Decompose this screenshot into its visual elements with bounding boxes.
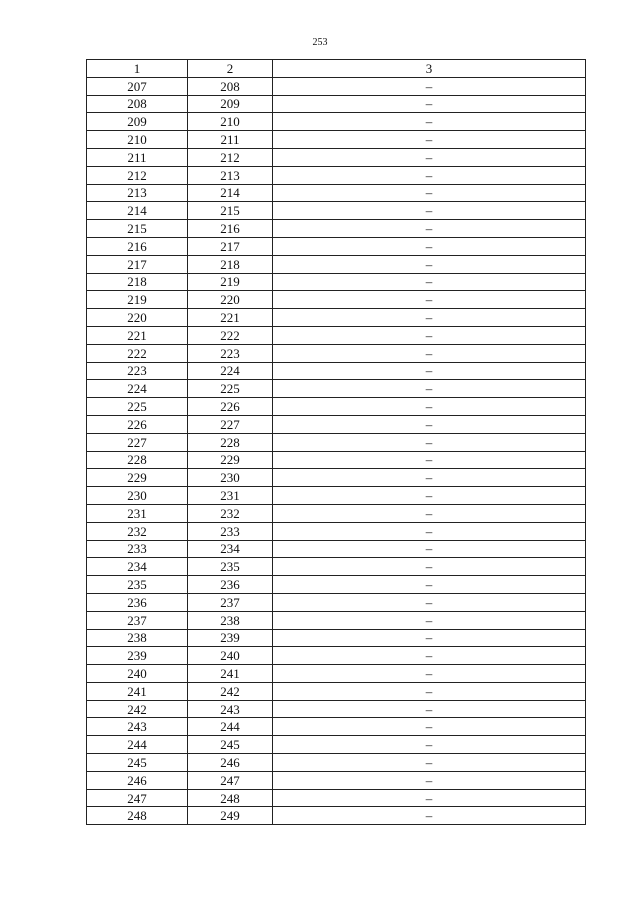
data-table bbox=[86, 59, 586, 825]
table-cell-col-1: 246 bbox=[87, 771, 188, 789]
table-cell-col-3: – bbox=[273, 700, 586, 718]
table-row bbox=[87, 113, 586, 131]
column-header-1: 1 bbox=[87, 60, 188, 78]
table-row bbox=[87, 771, 586, 789]
table-row bbox=[87, 700, 586, 718]
table-row bbox=[87, 220, 586, 238]
table-cell-col-3: – bbox=[273, 469, 586, 487]
table-cell-col-1: 209 bbox=[87, 113, 188, 131]
table-cell-col-2: 224 bbox=[188, 362, 273, 380]
table-cell-col-2: 233 bbox=[188, 522, 273, 540]
table-cell-col-2: 236 bbox=[188, 576, 273, 594]
table-cell-col-2: 248 bbox=[188, 789, 273, 807]
table-cell-col-1: 235 bbox=[87, 576, 188, 594]
table-cell-col-3: – bbox=[273, 184, 586, 202]
table-cell-col-3: – bbox=[273, 77, 586, 95]
table-cell-col-2: 215 bbox=[188, 202, 273, 220]
table-row bbox=[87, 487, 586, 505]
table-cell-col-2: 221 bbox=[188, 309, 273, 327]
table-row bbox=[87, 807, 586, 825]
table-cell-col-3: – bbox=[273, 611, 586, 629]
table-cell-col-1: 228 bbox=[87, 451, 188, 469]
table-cell-col-1: 241 bbox=[87, 682, 188, 700]
table-cell-col-2: 208 bbox=[188, 77, 273, 95]
table-cell-col-1: 227 bbox=[87, 433, 188, 451]
table-cell-col-2: 240 bbox=[188, 647, 273, 665]
table-cell-col-3: – bbox=[273, 237, 586, 255]
table-cell-col-1: 226 bbox=[87, 415, 188, 433]
table-cell-col-1: 245 bbox=[87, 754, 188, 772]
table-cell-col-2: 212 bbox=[188, 148, 273, 166]
table-cell-col-3: – bbox=[273, 754, 586, 772]
table-row bbox=[87, 451, 586, 469]
table-cell-col-1: 244 bbox=[87, 736, 188, 754]
table-cell-col-2: 210 bbox=[188, 113, 273, 131]
table-cell-col-3: – bbox=[273, 220, 586, 238]
table-cell-col-3: – bbox=[273, 558, 586, 576]
table-row bbox=[87, 131, 586, 149]
table-cell-col-1: 218 bbox=[87, 273, 188, 291]
table-cell-col-3: – bbox=[273, 522, 586, 540]
table-cell-col-3: – bbox=[273, 326, 586, 344]
table-row bbox=[87, 754, 586, 772]
table-row bbox=[87, 558, 586, 576]
table-row bbox=[87, 255, 586, 273]
table-cell-col-2: 220 bbox=[188, 291, 273, 309]
table-cell-col-1: 239 bbox=[87, 647, 188, 665]
table-cell-col-3: – bbox=[273, 291, 586, 309]
table-cell-col-2: 214 bbox=[188, 184, 273, 202]
table-cell-col-3: – bbox=[273, 789, 586, 807]
table-cell-col-1: 216 bbox=[87, 237, 188, 255]
table-cell-col-2: 237 bbox=[188, 593, 273, 611]
table-cell-col-1: 207 bbox=[87, 77, 188, 95]
table-cell-col-2: 229 bbox=[188, 451, 273, 469]
table-row bbox=[87, 576, 586, 594]
table-cell-col-2: 246 bbox=[188, 754, 273, 772]
table-cell-col-3: – bbox=[273, 362, 586, 380]
table-cell-col-2: 225 bbox=[188, 380, 273, 398]
table-row bbox=[87, 629, 586, 647]
table-row bbox=[87, 593, 586, 611]
table-cell-col-1: 214 bbox=[87, 202, 188, 220]
table-row bbox=[87, 344, 586, 362]
table-cell-col-2: 244 bbox=[188, 718, 273, 736]
table-cell-col-2: 226 bbox=[188, 398, 273, 416]
table-cell-col-2: 213 bbox=[188, 166, 273, 184]
table-cell-col-1: 219 bbox=[87, 291, 188, 309]
table-cell-col-3: – bbox=[273, 113, 586, 131]
table-cell-col-3: – bbox=[273, 718, 586, 736]
table-cell-col-3: – bbox=[273, 380, 586, 398]
table-cell-col-3: – bbox=[273, 504, 586, 522]
table-cell-col-1: 212 bbox=[87, 166, 188, 184]
table-cell-col-1: 248 bbox=[87, 807, 188, 825]
table-cell-col-3: – bbox=[273, 487, 586, 505]
table-cell-col-1: 236 bbox=[87, 593, 188, 611]
table-cell-col-3: – bbox=[273, 771, 586, 789]
table-cell-col-3: – bbox=[273, 344, 586, 362]
table-cell-col-1: 213 bbox=[87, 184, 188, 202]
table-cell-col-2: 227 bbox=[188, 415, 273, 433]
table-row bbox=[87, 433, 586, 451]
table-cell-col-1: 242 bbox=[87, 700, 188, 718]
table-row bbox=[87, 718, 586, 736]
table-cell-col-2: 245 bbox=[188, 736, 273, 754]
table-cell-col-3: – bbox=[273, 540, 586, 558]
table-cell-col-2: 242 bbox=[188, 682, 273, 700]
table-cell-col-2: 249 bbox=[188, 807, 273, 825]
table-row bbox=[87, 184, 586, 202]
table-cell-col-1: 238 bbox=[87, 629, 188, 647]
table-cell-col-1: 223 bbox=[87, 362, 188, 380]
table-cell-col-1: 237 bbox=[87, 611, 188, 629]
table-cell-col-2: 219 bbox=[188, 273, 273, 291]
table-cell-col-1: 222 bbox=[87, 344, 188, 362]
table-cell-col-3: – bbox=[273, 255, 586, 273]
table-cell-col-2: 238 bbox=[188, 611, 273, 629]
table-row bbox=[87, 522, 586, 540]
table-cell-col-1: 220 bbox=[87, 309, 188, 327]
table-row bbox=[87, 202, 586, 220]
table-cell-col-2: 223 bbox=[188, 344, 273, 362]
table-row bbox=[87, 647, 586, 665]
table-cell-col-3: – bbox=[273, 433, 586, 451]
table-cell-col-1: 229 bbox=[87, 469, 188, 487]
table-cell-col-2: 243 bbox=[188, 700, 273, 718]
table-cell-col-3: – bbox=[273, 202, 586, 220]
table-row bbox=[87, 291, 586, 309]
table-cell-col-1: 240 bbox=[87, 665, 188, 683]
table-cell-col-3: – bbox=[273, 131, 586, 149]
table-row bbox=[87, 665, 586, 683]
table-row bbox=[87, 166, 586, 184]
table-cell-col-3: – bbox=[273, 736, 586, 754]
table-cell-col-2: 222 bbox=[188, 326, 273, 344]
table-row bbox=[87, 380, 586, 398]
table-cell-col-3: – bbox=[273, 629, 586, 647]
table-row bbox=[87, 789, 586, 807]
table-row bbox=[87, 398, 586, 416]
table-row bbox=[87, 326, 586, 344]
table-body bbox=[87, 77, 586, 824]
table-cell-col-2: 234 bbox=[188, 540, 273, 558]
table-row bbox=[87, 736, 586, 754]
table-cell-col-1: 211 bbox=[87, 148, 188, 166]
table-cell-col-3: – bbox=[273, 665, 586, 683]
table-row bbox=[87, 504, 586, 522]
table-cell-col-1: 208 bbox=[87, 95, 188, 113]
table-cell-col-3: – bbox=[273, 398, 586, 416]
table-cell-col-3: – bbox=[273, 451, 586, 469]
table-row bbox=[87, 77, 586, 95]
table-row bbox=[87, 362, 586, 380]
table-cell-col-1: 243 bbox=[87, 718, 188, 736]
table-cell-col-2: 239 bbox=[188, 629, 273, 647]
table-cell-col-2: 218 bbox=[188, 255, 273, 273]
table-cell-col-2: 230 bbox=[188, 469, 273, 487]
table-cell-col-1: 215 bbox=[87, 220, 188, 238]
table-cell-col-1: 225 bbox=[87, 398, 188, 416]
table-cell-col-2: 241 bbox=[188, 665, 273, 683]
table-cell-col-2: 235 bbox=[188, 558, 273, 576]
table-cell-col-1: 247 bbox=[87, 789, 188, 807]
table-cell-col-2: 231 bbox=[188, 487, 273, 505]
table-cell-col-3: – bbox=[273, 309, 586, 327]
table-cell-col-1: 233 bbox=[87, 540, 188, 558]
table-row bbox=[87, 95, 586, 113]
table-cell-col-1: 210 bbox=[87, 131, 188, 149]
table-cell-col-3: – bbox=[273, 576, 586, 594]
table-cell-col-1: 221 bbox=[87, 326, 188, 344]
table-cell-col-2: 216 bbox=[188, 220, 273, 238]
table-row bbox=[87, 309, 586, 327]
table-row bbox=[87, 540, 586, 558]
table-cell-col-1: 217 bbox=[87, 255, 188, 273]
table-cell-col-3: – bbox=[273, 807, 586, 825]
table-row bbox=[87, 237, 586, 255]
table-cell-col-3: – bbox=[273, 415, 586, 433]
table-cell-col-3: – bbox=[273, 95, 586, 113]
column-header-3: 3 bbox=[273, 60, 586, 78]
table-cell-col-3: – bbox=[273, 273, 586, 291]
column-header-2: 2 bbox=[188, 60, 273, 78]
table-cell-col-1: 224 bbox=[87, 380, 188, 398]
table-row bbox=[87, 682, 586, 700]
table-cell-col-3: – bbox=[273, 166, 586, 184]
table-cell-col-2: 211 bbox=[188, 131, 273, 149]
table-cell-col-1: 231 bbox=[87, 504, 188, 522]
table-cell-col-3: – bbox=[273, 647, 586, 665]
table-header-row bbox=[87, 60, 586, 78]
table-cell-col-2: 232 bbox=[188, 504, 273, 522]
table-cell-col-3: – bbox=[273, 148, 586, 166]
table-row bbox=[87, 469, 586, 487]
table-cell-col-2: 247 bbox=[188, 771, 273, 789]
table-cell-col-2: 217 bbox=[188, 237, 273, 255]
table-cell-col-1: 230 bbox=[87, 487, 188, 505]
table-row bbox=[87, 273, 586, 291]
table-cell-col-3: – bbox=[273, 682, 586, 700]
table-cell-col-1: 232 bbox=[87, 522, 188, 540]
table-cell-col-1: 234 bbox=[87, 558, 188, 576]
table-row bbox=[87, 148, 586, 166]
table-row bbox=[87, 415, 586, 433]
table-cell-col-3: – bbox=[273, 593, 586, 611]
table-cell-col-2: 228 bbox=[188, 433, 273, 451]
table-row bbox=[87, 611, 586, 629]
table-cell-col-2: 209 bbox=[188, 95, 273, 113]
page-number: 253 bbox=[312, 37, 328, 48]
